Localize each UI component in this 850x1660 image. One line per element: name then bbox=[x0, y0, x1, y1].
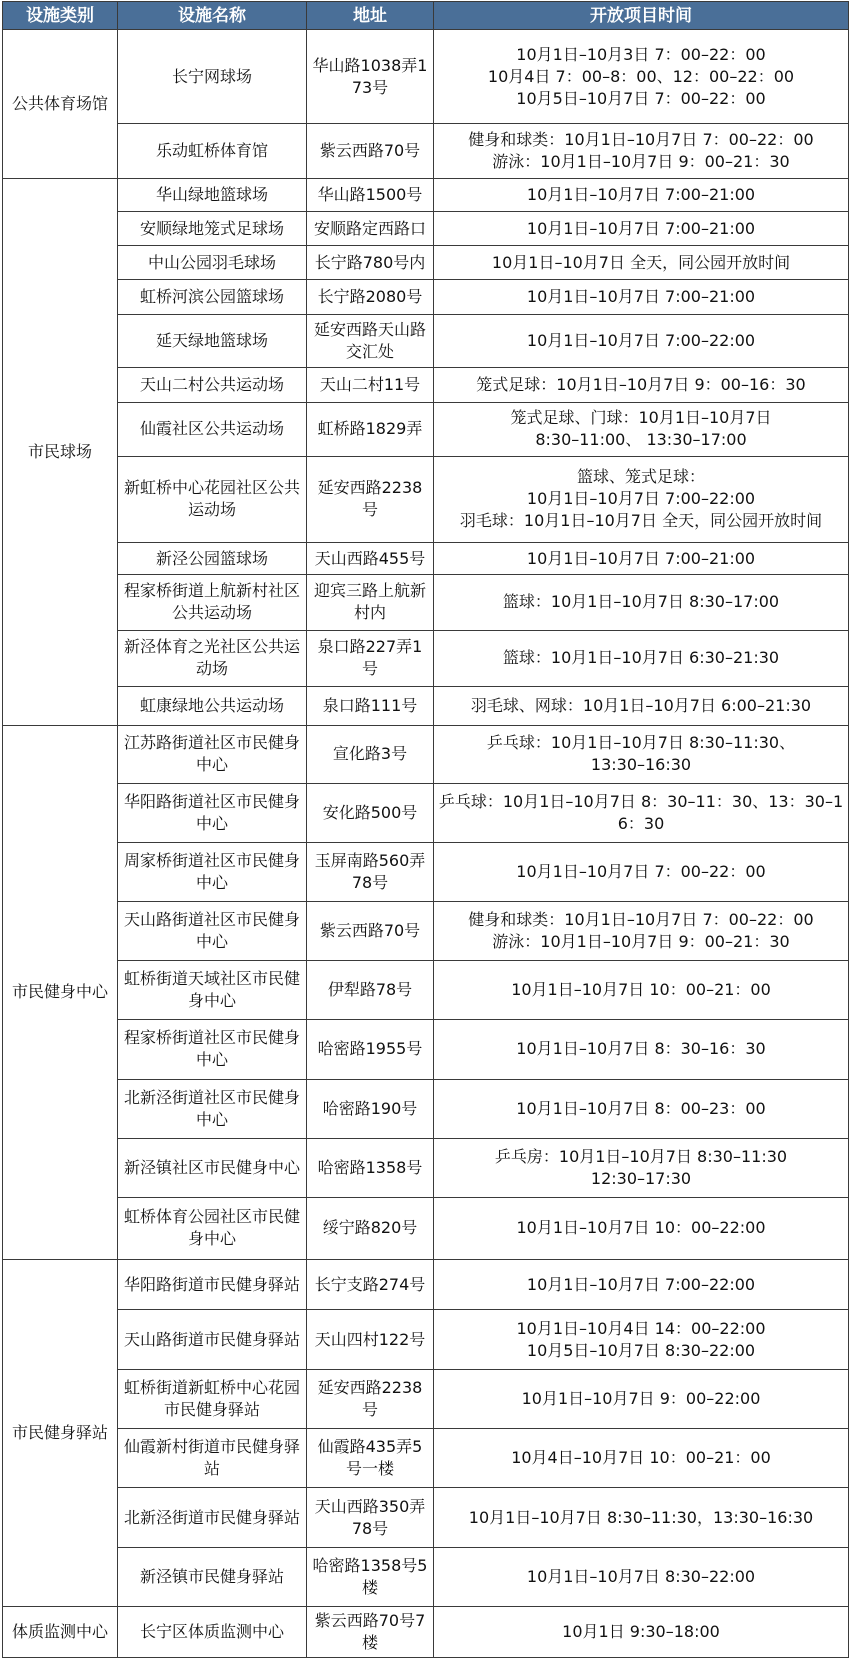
hours-cell bbox=[434, 246, 849, 280]
address-cell: 虹桥路1829弄 bbox=[307, 402, 434, 456]
table-row bbox=[3, 179, 849, 212]
hours-line: 篮球：10月1日–10月7日 8:30–17:00 bbox=[502, 592, 780, 612]
table-row bbox=[3, 843, 849, 901]
hours-line: 10月4日–10月7日 10：00–21：00 bbox=[511, 1448, 771, 1468]
table-row bbox=[3, 725, 849, 783]
address-cell: 延安西路2238号 bbox=[307, 1369, 434, 1428]
hours-line: 10月1日–10月7日 7:00–21:00 bbox=[526, 286, 756, 306]
hours-line: 10月5日–10月7日 8:30–22:00 bbox=[526, 1340, 756, 1360]
facility-name-cell: 乐动虹桥体育馆 bbox=[118, 124, 307, 179]
address-cell: 天山西路455号 bbox=[307, 542, 434, 575]
address-cell: 泉口路227弄1号 bbox=[307, 630, 434, 686]
hours-cell bbox=[434, 1198, 849, 1259]
hours-cell bbox=[434, 367, 849, 402]
facility-name-cell: 仙霞新村街道市民健身驿站 bbox=[118, 1429, 307, 1488]
header-name: 设施名称 bbox=[118, 2, 307, 30]
hours-line: 10月1日–10月7日 8:30–11:30，13:30–16:30 bbox=[468, 1507, 814, 1527]
table-row bbox=[3, 1259, 849, 1310]
table-row bbox=[3, 456, 849, 542]
hours-line: 10月1日–10月7日 全天，同公园开放时间 bbox=[491, 252, 791, 272]
table-row bbox=[3, 686, 849, 725]
hours-line: 健身和球类：10月1日–10月7日 7：00–22：00 bbox=[468, 130, 814, 150]
category-cell: 体质监测中心 bbox=[3, 1607, 118, 1658]
hours-line: 10月1日–10月7日 7:00–21:00 bbox=[526, 548, 756, 568]
hours-cell bbox=[434, 456, 849, 542]
hours-line: 10月1日–10月7日 7:00–22:00 bbox=[526, 1274, 756, 1294]
table-row bbox=[3, 367, 849, 402]
table-row bbox=[3, 279, 849, 314]
header-address: 地址 bbox=[307, 2, 434, 30]
hours-line: 篮球：10月1日–10月7日 6:30–21:30 bbox=[502, 648, 780, 668]
address-cell: 哈密路1358号 bbox=[307, 1138, 434, 1197]
header-hours: 开放项目时间 bbox=[434, 2, 849, 30]
facility-name-cell: 中山公园羽毛球场 bbox=[118, 246, 307, 280]
address-cell: 伊犁路78号 bbox=[307, 960, 434, 1019]
hours-line: 羽毛球、网球：10月1日–10月7日 6:00–21:30 bbox=[470, 695, 812, 715]
table-row bbox=[3, 1607, 849, 1658]
table-row bbox=[3, 542, 849, 575]
address-cell: 天山四村122号 bbox=[307, 1310, 434, 1369]
hours-line: 10月1日 9:30–18:00 bbox=[562, 1622, 720, 1641]
facility-name-cell: 新泾体育之光社区公共运动场 bbox=[118, 630, 307, 686]
hours-line: 10月5日–10月7日 7：00–22：00 bbox=[516, 88, 766, 108]
hours-line: 健身和球类：10月1日–10月7日 7：00–22：00 bbox=[468, 909, 814, 929]
hours-cell bbox=[434, 1547, 849, 1606]
hours-cell bbox=[434, 575, 849, 630]
table-row bbox=[3, 1310, 849, 1369]
hours-cell bbox=[434, 686, 849, 725]
address-cell: 宣化路3号 bbox=[307, 725, 434, 783]
facility-name-cell: 华阳路街道社区市民健身中心 bbox=[118, 784, 307, 843]
header-category: 设施类别 bbox=[3, 2, 118, 30]
address-cell: 安顺路定西路口 bbox=[307, 212, 434, 246]
hours-line: 10月1日–10月7日 8:30–22:00 bbox=[526, 1566, 756, 1586]
hours-line: 篮球、笼式足球： bbox=[576, 467, 705, 487]
table-row bbox=[3, 124, 849, 179]
facility-name-cell: 天山路街道社区市民健身中心 bbox=[118, 901, 307, 960]
table-row bbox=[3, 30, 849, 124]
address-cell: 紫云西路70号 bbox=[307, 124, 434, 179]
hours-line: 羽毛球：10月1日–10月7日 全天，同公园开放时间 bbox=[459, 511, 823, 531]
hours-line: 笼式足球：10月1日–10月7日 9：00–16：30 bbox=[476, 374, 806, 394]
facility-name-cell: 新泾镇社区市民健身中心 bbox=[118, 1138, 307, 1197]
table-row bbox=[3, 1547, 849, 1606]
venue-schedule-table bbox=[2, 1, 849, 1658]
facility-name-cell: 华山绿地篮球场 bbox=[118, 179, 307, 212]
category-cell: 市民球场 bbox=[3, 179, 118, 725]
facility-name-cell: 新泾公园篮球场 bbox=[118, 542, 307, 575]
hours-cell bbox=[434, 1138, 849, 1197]
category-cell: 公共体育场馆 bbox=[3, 30, 118, 179]
table-body bbox=[3, 30, 849, 1658]
address-cell: 哈密路1358号5楼 bbox=[307, 1547, 434, 1606]
hours-line: 10月1日–10月7日 7:00–22:00 bbox=[526, 330, 756, 350]
hours-line: 10月1日–10月7日 7:00–21:00 bbox=[526, 185, 756, 205]
address-cell: 华山路1038弄173号 bbox=[307, 30, 434, 124]
table-row bbox=[3, 901, 849, 960]
hours-line: 乒乓房：10月1日–10月7日 8:30–11:30 bbox=[494, 1147, 788, 1167]
category-cell: 市民健身驿站 bbox=[3, 1259, 118, 1606]
hours-line: 13:30–16:30 bbox=[590, 755, 692, 775]
facility-name-cell: 延天绿地篮球场 bbox=[118, 314, 307, 367]
hours-cell bbox=[434, 402, 849, 456]
facility-name-cell: 北新泾街道市民健身驿站 bbox=[118, 1488, 307, 1547]
table-row bbox=[3, 960, 849, 1019]
table-row bbox=[3, 1488, 849, 1547]
hours-line: 10月4日 7：00–8：00、12：00–22：00 bbox=[487, 66, 795, 86]
address-cell: 天山西路350弄78号 bbox=[307, 1488, 434, 1547]
facility-name-cell: 天山二村公共运动场 bbox=[118, 367, 307, 402]
table-row bbox=[3, 784, 849, 843]
hours-cell bbox=[434, 1488, 849, 1547]
address-cell: 长宁路2080号 bbox=[307, 279, 434, 314]
facility-name-cell: 仙霞社区公共运动场 bbox=[118, 402, 307, 456]
facility-name-cell: 天山路街道市民健身驿站 bbox=[118, 1310, 307, 1369]
hours-cell bbox=[434, 1607, 849, 1658]
hours-cell bbox=[434, 901, 849, 960]
table-row bbox=[3, 1198, 849, 1259]
address-cell: 华山路1500号 bbox=[307, 179, 434, 212]
address-cell: 迎宾三路上航新村内 bbox=[307, 575, 434, 630]
hours-cell bbox=[434, 1429, 849, 1488]
hours-line: 10月1日–10月3日 7：00–22：00 bbox=[516, 44, 766, 64]
facility-name-cell: 华阳路街道市民健身驿站 bbox=[118, 1259, 307, 1310]
hours-cell bbox=[434, 843, 849, 901]
address-cell: 玉屏南路560弄78号 bbox=[307, 843, 434, 901]
hours-line: 10月1日–10月4日 14：00–22:00 bbox=[516, 1318, 766, 1338]
facility-name-cell: 程家桥街道上航新村社区公共运动场 bbox=[118, 575, 307, 630]
facility-name-cell: 长宁区体质监测中心 bbox=[118, 1607, 307, 1658]
hours-cell bbox=[434, 784, 849, 843]
hours-line: 10月1日–10月7日 7：00–22：00 bbox=[516, 862, 766, 882]
facility-name-cell: 虹桥河滨公园篮球场 bbox=[118, 279, 307, 314]
facility-name-cell: 程家桥街道社区市民健身中心 bbox=[118, 1020, 307, 1079]
facility-name-cell: 长宁网球场 bbox=[118, 30, 307, 124]
table-row bbox=[3, 1138, 849, 1197]
table-row bbox=[3, 402, 849, 456]
hours-line: 乒乓球：10月1日–10月7日 8：30–11：30、13：30–16：30 bbox=[438, 792, 844, 834]
facility-name-cell: 虹桥街道天域社区市民健身中心 bbox=[118, 960, 307, 1019]
hours-line: 10月1日–10月7日 7:00–22:00 bbox=[526, 489, 756, 509]
hours-line: 8:30–11:00、 13:30–17:00 bbox=[535, 430, 747, 450]
hours-cell bbox=[434, 30, 849, 124]
address-cell: 安化路500号 bbox=[307, 784, 434, 843]
table-row bbox=[3, 575, 849, 630]
hours-line: 10月1日–10月7日 10：00–21：00 bbox=[511, 980, 771, 1000]
hours-cell bbox=[434, 1020, 849, 1079]
address-cell: 仙霞路435弄5号一楼 bbox=[307, 1429, 434, 1488]
hours-cell bbox=[434, 630, 849, 686]
facility-name-cell: 虹康绿地公共运动场 bbox=[118, 686, 307, 725]
address-cell: 天山二村11号 bbox=[307, 367, 434, 402]
table-row bbox=[3, 212, 849, 246]
facility-name-cell: 虹桥街道新虹桥中心花园市民健身驿站 bbox=[118, 1369, 307, 1428]
table-row bbox=[3, 630, 849, 686]
address-cell: 长宁路780号内 bbox=[307, 246, 434, 280]
table-row bbox=[3, 314, 849, 367]
address-cell: 延安西路2238号 bbox=[307, 456, 434, 542]
hours-line: 10月1日–10月7日 8：00–23：00 bbox=[516, 1098, 766, 1118]
hours-line: 游泳：10月1日–10月7日 9：00–21：30 bbox=[492, 931, 790, 951]
hours-cell bbox=[434, 725, 849, 783]
hours-cell bbox=[434, 124, 849, 179]
hours-cell bbox=[434, 314, 849, 367]
hours-cell bbox=[434, 1310, 849, 1369]
facility-name-cell: 虹桥体育公园社区市民健身中心 bbox=[118, 1198, 307, 1259]
hours-cell bbox=[434, 212, 849, 246]
hours-cell bbox=[434, 279, 849, 314]
address-cell: 延安西路天山路交汇处 bbox=[307, 314, 434, 367]
address-cell: 紫云西路70号 bbox=[307, 901, 434, 960]
hours-cell bbox=[434, 1079, 849, 1138]
hours-cell bbox=[434, 1259, 849, 1310]
hours-line: 12:30–17:30 bbox=[590, 1169, 692, 1189]
facility-name-cell: 新泾镇市民健身驿站 bbox=[118, 1547, 307, 1606]
table-row bbox=[3, 1020, 849, 1079]
hours-line: 10月1日–10月7日 10：00–22:00 bbox=[516, 1218, 766, 1238]
address-cell: 绥宁路820号 bbox=[307, 1198, 434, 1259]
facility-name-cell: 新虹桥中心花园社区公共运动场 bbox=[118, 456, 307, 542]
facility-name-cell: 江苏路街道社区市民健身中心 bbox=[118, 725, 307, 783]
hours-line: 游泳：10月1日–10月7日 9：00–21：30 bbox=[492, 152, 790, 172]
address-cell: 哈密路190号 bbox=[307, 1079, 434, 1138]
address-cell: 哈密路1955号 bbox=[307, 1020, 434, 1079]
hours-cell bbox=[434, 542, 849, 575]
hours-line: 10月1日–10月7日 7:00–21:00 bbox=[526, 218, 756, 238]
address-cell: 长宁支路274号 bbox=[307, 1259, 434, 1310]
hours-cell bbox=[434, 960, 849, 1019]
facility-name-cell: 北新泾街道社区市民健身中心 bbox=[118, 1079, 307, 1138]
table-row bbox=[3, 246, 849, 280]
hours-line: 乒乓球：10月1日–10月7日 8:30–11:30、 bbox=[486, 733, 796, 753]
address-cell: 泉口路111号 bbox=[307, 686, 434, 725]
hours-cell bbox=[434, 179, 849, 212]
facility-name-cell: 周家桥街道社区市民健身中心 bbox=[118, 843, 307, 901]
category-cell: 市民健身中心 bbox=[3, 725, 118, 1259]
hours-line: 10月1日–10月7日 9：00–22:00 bbox=[521, 1388, 761, 1408]
table-row bbox=[3, 1079, 849, 1138]
table-row bbox=[3, 1369, 849, 1428]
table-row bbox=[3, 1429, 849, 1488]
hours-line: 10月1日–10月7日 8：30–16：30 bbox=[516, 1039, 766, 1059]
hours-cell bbox=[434, 1369, 849, 1428]
hours-line: 笼式足球、门球：10月1日–10月7日 bbox=[510, 408, 772, 428]
address-cell: 紫云西路70号7楼 bbox=[307, 1607, 434, 1658]
table-header-row bbox=[3, 2, 849, 30]
facility-name-cell: 安顺绿地笼式足球场 bbox=[118, 212, 307, 246]
